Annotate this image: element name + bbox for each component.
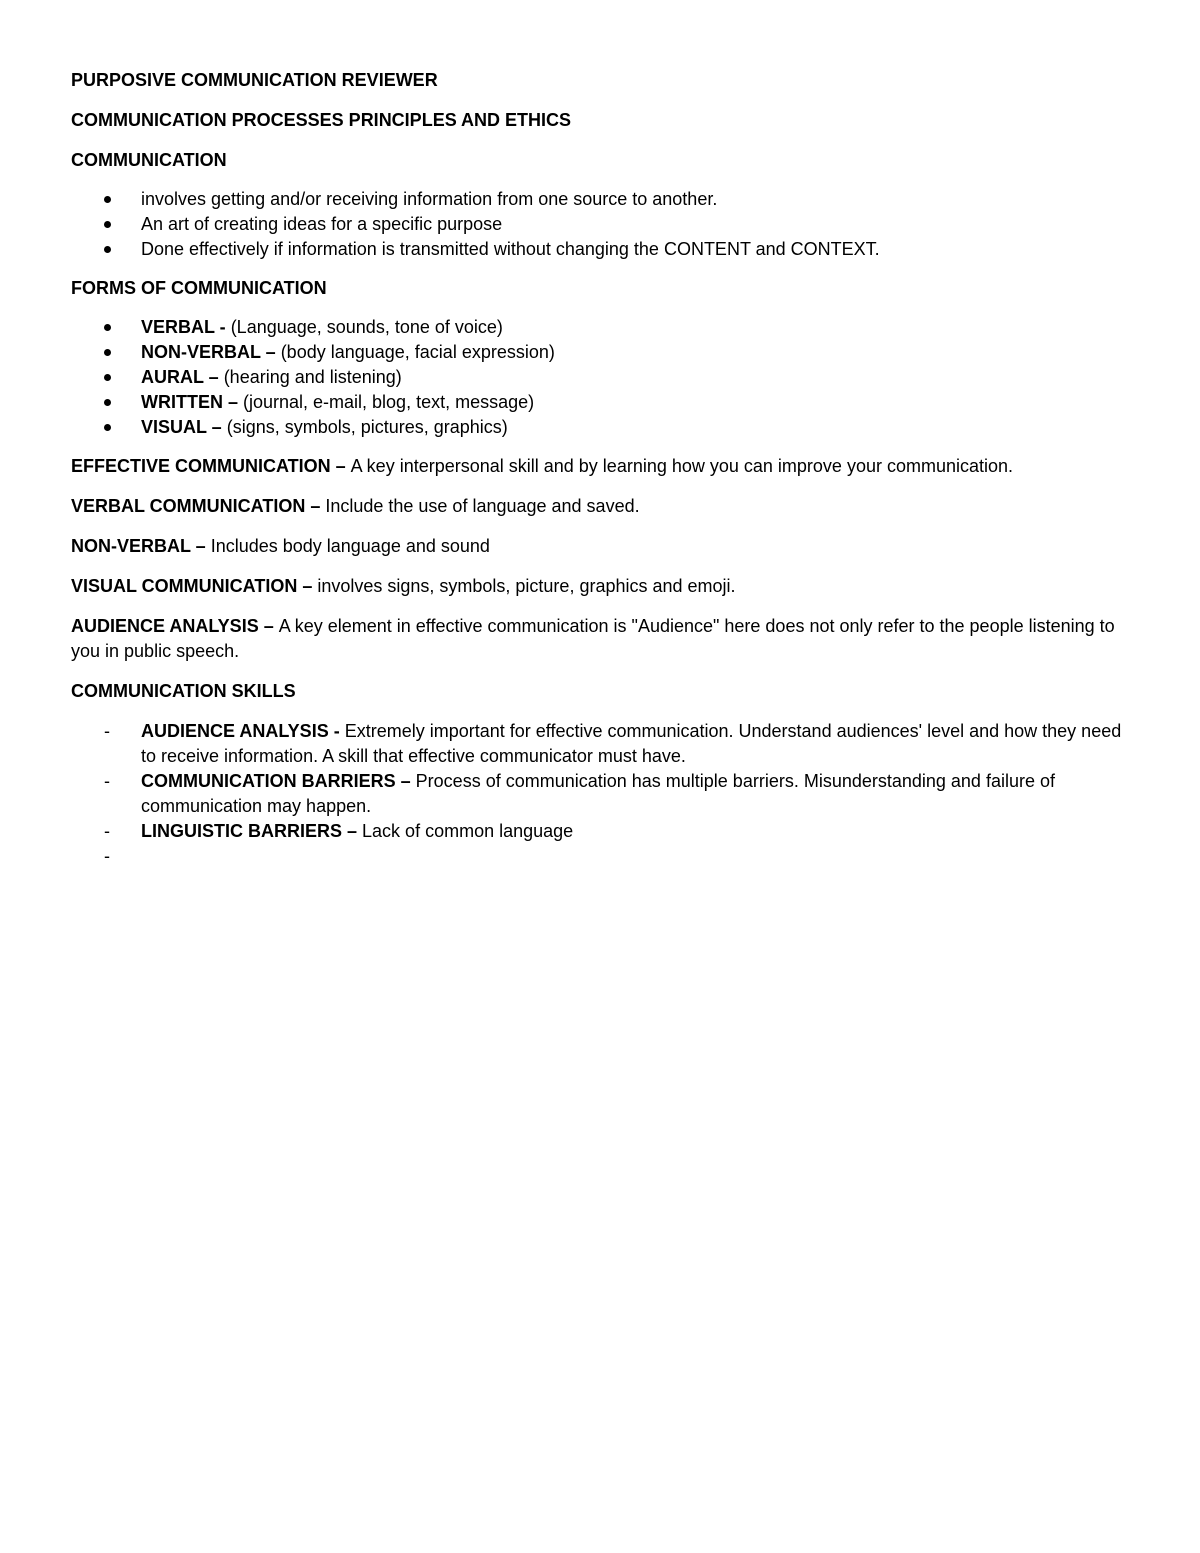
list-item xyxy=(71,340,1131,365)
form-term: AURAL – xyxy=(141,367,224,387)
list-item xyxy=(71,365,1131,390)
list-item xyxy=(71,819,1131,844)
bullet-icon xyxy=(104,349,111,356)
bullet-icon xyxy=(104,399,111,406)
bullet-icon xyxy=(104,374,111,381)
definition-visual-communication xyxy=(71,574,1131,599)
bullet-icon xyxy=(104,424,111,431)
form-term: NON-VERBAL – xyxy=(141,342,281,362)
list-item xyxy=(71,415,1131,440)
list-item xyxy=(71,315,1131,340)
definition-term: NON-VERBAL – xyxy=(71,536,211,556)
document-title: PURPOSIVE COMMUNICATION REVIEWER xyxy=(71,70,438,90)
list-item xyxy=(71,390,1131,415)
form-desc: (hearing and listening) xyxy=(223,367,402,387)
form-term: WRITTEN – xyxy=(141,392,243,412)
definition-desc: Includes body language and sound xyxy=(210,536,490,556)
skills-list xyxy=(71,719,1131,869)
forms-heading: FORMS OF COMMUNICATION xyxy=(71,278,327,298)
list-item xyxy=(71,769,1131,819)
bullet-icon xyxy=(104,221,111,228)
bullet-icon xyxy=(104,196,111,203)
form-desc: (Language, sounds, tone of voice) xyxy=(230,317,503,337)
form-desc: (body language, facial expression) xyxy=(280,342,555,362)
definition-term: AUDIENCE ANALYSIS – xyxy=(71,616,279,636)
skill-term: COMMUNICATION BARRIERS – xyxy=(141,771,416,791)
definition-effective-communication xyxy=(71,454,1131,479)
form-term: VISUAL – xyxy=(141,417,227,437)
skill-desc: Extremely important for effective communication. Understand audiences' level and how they need to receive information. A skill that effective communicator must have. xyxy=(141,721,1122,766)
bullet-icon xyxy=(104,324,111,331)
list-item: involves getting and/or receiving information from one source to another. xyxy=(71,187,1131,212)
definition-term: VERBAL COMMUNICATION – xyxy=(71,496,326,516)
list-item: An art of creating ideas for a specific purpose xyxy=(71,212,1131,237)
definition-desc: A key interpersonal skill and by learning how you can improve your communication. xyxy=(350,456,1014,476)
dash-marker: - xyxy=(104,771,110,791)
definition-audience-analysis xyxy=(71,614,1131,664)
definition-verbal-communication xyxy=(71,494,1131,519)
dash-marker: - xyxy=(104,846,110,866)
skill-desc: Lack of common language xyxy=(362,821,574,841)
definition-term: EFFECTIVE COMMUNICATION – xyxy=(71,456,351,476)
definition-desc: involves signs, symbols, picture, graphics and emoji. xyxy=(317,576,736,596)
form-term: VERBAL - xyxy=(141,317,231,337)
form-desc: (signs, symbols, pictures, graphics) xyxy=(226,417,508,437)
dash-marker: - xyxy=(104,821,110,841)
dash-marker: - xyxy=(104,721,110,741)
communication-heading: COMMUNICATION xyxy=(71,150,227,170)
form-desc: (journal, e-mail, blog, text, message) xyxy=(243,392,535,412)
definition-term: VISUAL COMMUNICATION – xyxy=(71,576,318,596)
skill-term: AUDIENCE ANALYSIS - xyxy=(141,721,345,741)
skills-heading: COMMUNICATION SKILLS xyxy=(71,681,296,701)
list-item: Done effectively if information is transmitted without changing the CONTENT and CONTEXT. xyxy=(71,237,1131,262)
definition-desc: A key element in effective communication is "Audience" here does not only refer to the people listening to you in public speech. xyxy=(71,616,1115,661)
definition-non-verbal xyxy=(71,534,1131,559)
document-page xyxy=(71,68,1131,869)
skill-term: LINGUISTIC BARRIERS – xyxy=(141,821,363,841)
list-item xyxy=(71,719,1131,769)
bullet-icon xyxy=(104,246,111,253)
skill-desc: Process of communication has multiple barriers. Misunderstanding and failure of communication may happen. xyxy=(141,771,1055,816)
document-subtitle: COMMUNICATION PROCESSES PRINCIPLES AND ETHICS xyxy=(71,110,572,130)
communication-list xyxy=(71,187,1131,262)
list-item xyxy=(71,844,1131,869)
forms-list xyxy=(71,315,1131,440)
definition-desc: Include the use of language and saved. xyxy=(325,496,640,516)
